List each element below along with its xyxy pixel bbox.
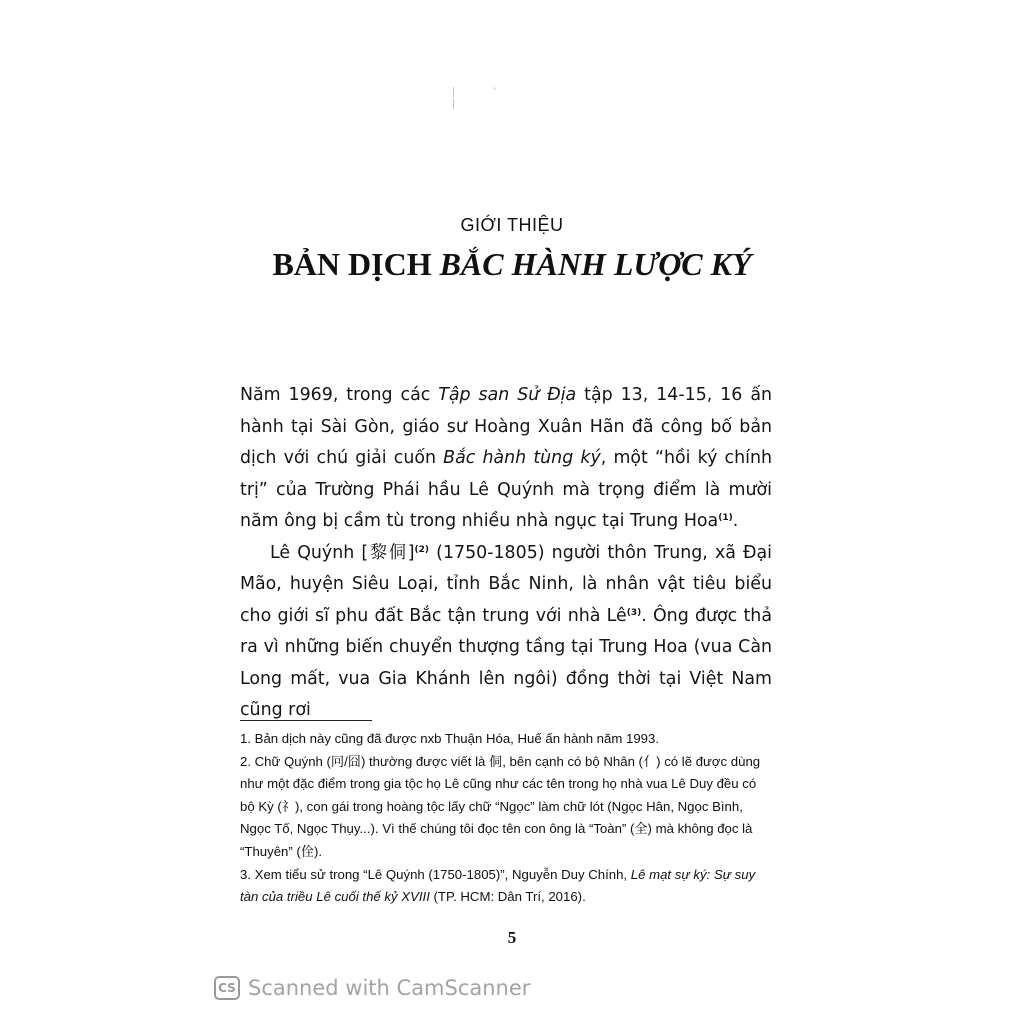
- italic-title-ref: Lê mạt sự ký: Sự suy tàn của triều Lê cuối thế kỷ XVIII: [240, 866, 756, 905]
- title-roman: BẢN DỊCH: [272, 246, 440, 282]
- faint-header-marks: | ' |: [452, 86, 515, 110]
- footnote-ref: (3): [626, 607, 642, 618]
- paragraph-2: [240, 538, 772, 727]
- text-run: 3. Xem tiểu sử trong “Lê Quýnh (1750-1805)”, Nguyễn Duy Chính,: [240, 866, 631, 882]
- text-run: tập 13, 14-15, 16 ấn hành tại Sài Gòn, giáo sư Hoàng Xuân Hãn đã công bố bản dịch với chú giải cuốn: [240, 385, 772, 468]
- page-number: 5: [507, 928, 517, 947]
- watermark-text: Scanned with CamScanner: [248, 976, 531, 1000]
- footnote-ref: (2): [414, 544, 430, 555]
- text-run: . Ông được thả ra vì những biến chuyển thượng tầng tại Trung Hoa (vua Càn Long mất, vua Gia Khánh lên ngôi) đồng thời tại Việt Nam cũng rơi: [240, 605, 772, 720]
- italic-title-ref: Bắc hành tùng ký: [443, 448, 601, 468]
- paragraph-1: [240, 380, 772, 538]
- footnote-ref: (1): [718, 513, 733, 523]
- text-run: Năm 1969, trong các: [240, 385, 439, 405]
- italic-title-ref: Tập san Sử Địa: [438, 385, 577, 405]
- body-text: [240, 380, 772, 727]
- footnote-1: 1. Bản dịch này cũng đã được nxb Thuận Hóa, Huế ấn hành năm 1993.: [240, 731, 660, 746]
- section-kicker: GIỚI THIỆU: [460, 215, 564, 235]
- text-run: , một “hồi ký chính trị” của Trường Phái hầu Lê Quýnh mà trọng điểm là mười năm ông bị cầm tù trong nhiều nhà ngục tại Trung Hoa: [240, 448, 772, 531]
- text-run: Lê Quýnh [黎侗]: [270, 542, 415, 563]
- camscanner-watermark: [214, 973, 530, 1003]
- text-run: (TP. HCM: Dân Trí, 2016).: [429, 889, 586, 905]
- footnote-3: [240, 864, 772, 909]
- page-title: [0, 246, 1024, 283]
- footnotes: [240, 728, 772, 909]
- camscanner-logo-icon: CS: [214, 976, 240, 1000]
- text-run: (1750-1805) người thôn Trung, xã Đại Mão, huyện Siêu Loại, tỉnh Bắc Ninh, là nhân vật tiêu biểu cho giới sĩ phu đất Bắc tận trung với nhà Lê: [240, 542, 772, 626]
- title-italic: BẮC HÀNH LƯỢC KÝ: [439, 246, 752, 282]
- text-run: .: [732, 511, 739, 531]
- footnote-divider: [240, 720, 372, 721]
- footnote-2: 2. Chữ Quýnh (冋/囧) thường được viết là 侗, bên cạnh có bộ Nhân (亻) có lẽ được dùng như một đặc điểm trong gia tộc họ Lê cũng như các tên trong họ nhà vua Lê Duy đều có bộ Kỳ (礻), con gái trong hoàng tộc lấy chữ “Ngọc” làm chữ lót (Ngọc Hân, Ngọc Bình, Ngọc Tố, Ngọc Thụy...). Vì thế chúng tôi đọc tên con ông là “Toàn” (全) mà không đọc là “Thuyên” (佺).: [240, 753, 761, 859]
